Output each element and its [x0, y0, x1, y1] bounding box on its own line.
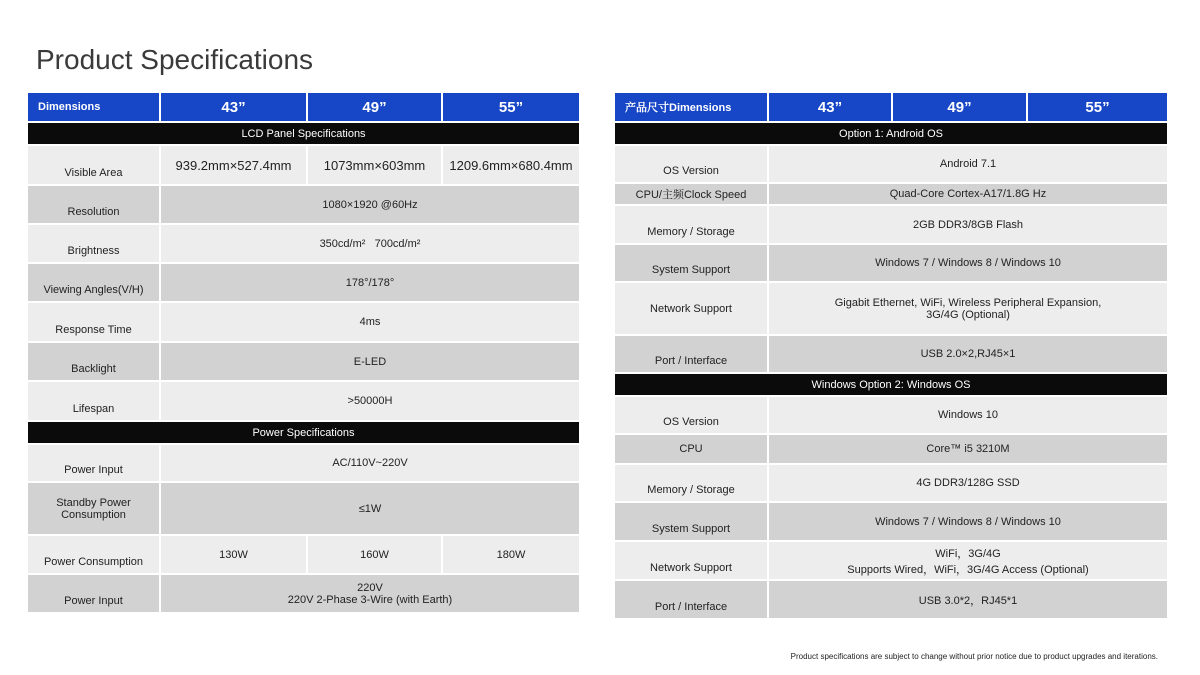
header-49: 49”: [893, 93, 1026, 121]
power-consumption-55: 180W: [443, 536, 579, 573]
standby-power-label-line2: Consumption: [61, 508, 126, 521]
table-row: [28, 264, 579, 301]
standby-power-label: [28, 483, 159, 534]
table-row: [28, 186, 579, 223]
table-row: [28, 343, 579, 380]
table-row: [28, 536, 579, 573]
backlight-label: Backlight: [28, 343, 159, 380]
brightness-value: 350cd/m² 700cd/m²: [161, 225, 579, 262]
visible-area-43: 939.2mm×527.4mm: [161, 146, 306, 184]
lcd-section-title: LCD Panel Specifications: [28, 123, 579, 144]
table-row: [615, 336, 1167, 372]
power-consumption-label: Power Consumption: [28, 536, 159, 573]
viewing-angles-label: Viewing Angles(V/H): [28, 264, 159, 301]
power-input-2-value-line1: 220V: [357, 581, 383, 594]
left-header-row: [28, 93, 579, 121]
header-49: 49”: [308, 93, 441, 121]
android-cpu-value: Quad-Core Cortex-A17/1.8G Hz: [769, 184, 1167, 204]
windows-port-label: Port / Interface: [615, 581, 767, 618]
power-consumption-43: 130W: [161, 536, 306, 573]
table-row: [615, 283, 1167, 334]
table-row: [615, 435, 1167, 463]
table-row: [615, 581, 1167, 618]
windows-memory-label: Memory / Storage: [615, 465, 767, 501]
table-row: [615, 397, 1167, 433]
android-memory-label: Memory / Storage: [615, 206, 767, 243]
resolution-value: 1080×1920 @60Hz: [161, 186, 579, 223]
response-time-label: Response Time: [28, 303, 159, 341]
android-memory-value: 2GB DDR3/8GB Flash: [769, 206, 1167, 243]
table-row: [28, 483, 579, 534]
windows-system-support-label: System Support: [615, 503, 767, 540]
table-row: [28, 575, 579, 612]
power-input-2-value: [161, 575, 579, 612]
right-spec-table: [613, 91, 1169, 620]
table-row: [615, 146, 1167, 182]
left-spec-table: [26, 91, 581, 614]
footnote: Product specifications are subject to change without prior notice due to product upgrades and iterations.: [790, 652, 1158, 661]
android-os-version-label: OS Version: [615, 146, 767, 182]
power-input-value: AC/110V~220V: [161, 445, 579, 481]
viewing-angles-value: 178°/178°: [161, 264, 579, 301]
table-row: [615, 245, 1167, 281]
android-system-support-label: System Support: [615, 245, 767, 281]
backlight-value: E-LED: [161, 343, 579, 380]
header-dimensions-cn: 产品尺寸Dimensions: [615, 93, 767, 121]
android-system-support-value: Windows 7 / Windows 8 / Windows 10: [769, 245, 1167, 281]
table-row: [28, 382, 579, 420]
lifespan-value: >50000H: [161, 382, 579, 420]
table-row: [615, 184, 1167, 204]
brightness-label: Brightness: [28, 225, 159, 262]
header-dimensions: Dimensions: [28, 93, 159, 121]
table-row: [615, 503, 1167, 540]
windows-network-value-line2: Supports Wired，WiFi，3G/4G Access (Optional): [847, 563, 1089, 576]
standby-power-value: ≤1W: [161, 483, 579, 534]
visible-area-49: 1073mm×603mm: [308, 146, 441, 184]
windows-system-support-value: Windows 7 / Windows 8 / Windows 10: [769, 503, 1167, 540]
table-row: [615, 542, 1167, 579]
windows-cpu-value: Core™ i5 3210M: [769, 435, 1167, 463]
android-network-value-line1: Gigabit Ethernet, WiFi, Wireless Peripheral Expansion,: [834, 296, 1102, 309]
android-network-value: [769, 283, 1167, 334]
android-port-label: Port / Interface: [615, 336, 767, 372]
windows-network-value: [769, 542, 1167, 579]
visible-area-label: Visible Area: [28, 146, 159, 184]
visible-area-55: 1209.6mm×680.4mm: [443, 146, 579, 184]
table-row: [28, 303, 579, 341]
windows-section-title: Windows Option 2: Windows OS: [615, 374, 1167, 395]
android-port-value: USB 2.0×2,RJ45×1: [769, 336, 1167, 372]
header-55: 55”: [443, 93, 579, 121]
table-row: [28, 445, 579, 481]
response-time-value: 4ms: [161, 303, 579, 341]
header-43: 43”: [161, 93, 306, 121]
windows-port-value: USB 3.0*2，RJ45*1: [769, 581, 1167, 618]
android-cpu-label: CPU/主频Clock Speed: [615, 184, 767, 204]
header-55: 55”: [1028, 93, 1167, 121]
power-consumption-49: 160W: [308, 536, 441, 573]
windows-os-version-value: Windows 10: [769, 397, 1167, 433]
windows-network-label: Network Support: [615, 542, 767, 579]
android-os-version-value: Android 7.1: [769, 146, 1167, 182]
windows-network-value-line1: WiFi，3G/4G: [935, 547, 1001, 560]
power-input-label: Power Input: [28, 445, 159, 481]
table-row: [28, 146, 579, 184]
android-section-title: Option 1: Android OS: [615, 123, 1167, 144]
power-input-2-label: Power Input: [28, 575, 159, 612]
power-section-title: Power Specifications: [28, 422, 579, 443]
lifespan-label: Lifespan: [28, 382, 159, 420]
android-network-label: Network Support: [615, 283, 767, 334]
android-network-value-line2: 3G/4G (Optional): [926, 308, 1010, 321]
page-title: Product Specifications: [36, 44, 314, 75]
windows-memory-value: 4G DDR3/128G SSD: [769, 465, 1167, 501]
windows-cpu-label: CPU: [615, 435, 767, 463]
header-43: 43”: [769, 93, 891, 121]
windows-os-version-label: OS Version: [615, 397, 767, 433]
power-input-2-value-line2: 220V 2-Phase 3-Wire (with Earth): [287, 593, 453, 606]
right-header-row: [615, 93, 1167, 121]
table-row: [615, 465, 1167, 501]
resolution-label: Resolution: [28, 186, 159, 223]
table-row: [615, 206, 1167, 243]
table-row: [28, 225, 579, 262]
standby-power-label-line1: Standby Power: [56, 496, 131, 509]
